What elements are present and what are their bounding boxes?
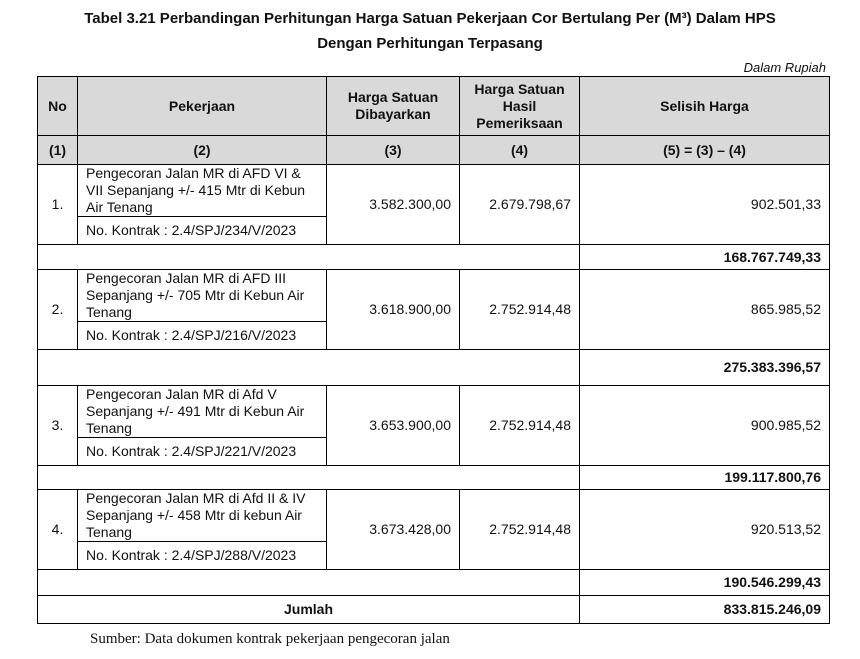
subtotal-spacer: [38, 466, 580, 490]
comparison-table: [37, 76, 830, 624]
source-note: Sumber: Data dokumen kontrak pekerjaan pengecoran jalan: [90, 631, 450, 647]
column-number-row: [38, 136, 830, 165]
contract-number: No. Kontrak : 2.4/SPJ/234/V/2023: [78, 217, 327, 245]
contract-number: No. Kontrak : 2.4/SPJ/216/V/2023: [78, 322, 327, 350]
col-number: (1): [38, 136, 78, 165]
table-title-line1: Tabel 3.21 Perbandingan Perhitungan Harga Satuan Pekerjaan Cor Bertulang Per (M³) Dalam HPS: [84, 10, 776, 27]
header-pekerjaan: Pekerjaan: [78, 77, 327, 136]
table-row: [38, 490, 830, 542]
selisih-harga: 865.985,52: [580, 270, 830, 350]
selisih-harga: 900.985,52: [580, 386, 830, 466]
table-row: [38, 386, 830, 438]
harga-dibayarkan: 3.673.428,00: [327, 490, 460, 570]
row-number: 2.: [38, 270, 78, 350]
row-number: 3.: [38, 386, 78, 466]
selisih-harga: 902.501,33: [580, 165, 830, 245]
row-number: 1.: [38, 165, 78, 245]
harga-dibayarkan: 3.618.900,00: [327, 270, 460, 350]
subtotal-value: 190.546.299,43: [580, 570, 830, 596]
pekerjaan-description: Pengecoran Jalan MR di Afd II & IV Sepanjang +/- 458 Mtr di kebun Air Tenang: [78, 490, 327, 542]
subtotal-value: 199.117.800,76: [580, 466, 830, 490]
subtotal-row: [38, 245, 830, 270]
harga-pemeriksaan: 2.752.914,48: [460, 386, 580, 466]
subtotal-value: 275.383.396,57: [580, 350, 830, 386]
pekerjaan-description: Pengecoran Jalan MR di Afd V Sepanjang +/- 491 Mtr di Kebun Air Tenang: [78, 386, 327, 438]
contract-number: No. Kontrak : 2.4/SPJ/288/V/2023: [78, 542, 327, 570]
unit-label: Dalam Rupiah: [743, 60, 826, 75]
header-row: [38, 77, 830, 136]
col-number: (2): [78, 136, 327, 165]
harga-dibayarkan: 3.653.900,00: [327, 386, 460, 466]
table-title-line2: Dengan Perhitungan Terpasang: [317, 35, 543, 52]
table-row: [38, 165, 830, 217]
subtotal-row: [38, 466, 830, 490]
subtotal-spacer: [38, 570, 580, 596]
subtotal-value: 168.767.749,33: [580, 245, 830, 270]
header-selisih: Selisih Harga: [580, 77, 830, 136]
subtotal-spacer: [38, 245, 580, 270]
harga-pemeriksaan: 2.679.798,67: [460, 165, 580, 245]
harga-pemeriksaan: 2.752.914,48: [460, 490, 580, 570]
table-row: [38, 270, 830, 322]
row-number: 4.: [38, 490, 78, 570]
subtotal-row: [38, 350, 830, 386]
subtotal-spacer: [38, 350, 580, 386]
col-number: (4): [460, 136, 580, 165]
header-no: No: [38, 77, 78, 136]
header-pemeriksaan: Harga Satuan Hasil Pemeriksaan: [460, 77, 580, 136]
total-value: 833.815.246,09: [580, 596, 830, 624]
total-label: Jumlah: [38, 596, 580, 624]
pekerjaan-description: Pengecoran Jalan MR di AFD VI & VII Sepanjang +/- 415 Mtr di Kebun Air Tenang: [78, 165, 327, 217]
pekerjaan-description: Pengecoran Jalan MR di AFD III Sepanjang +/- 705 Mtr di Kebun Air Tenang: [78, 270, 327, 322]
subtotal-row: [38, 570, 830, 596]
header-dibayarkan: Harga Satuan Dibayarkan: [327, 77, 460, 136]
col-number: (3): [327, 136, 460, 165]
total-row: [38, 596, 830, 624]
harga-pemeriksaan: 2.752.914,48: [460, 270, 580, 350]
harga-dibayarkan: 3.582.300,00: [327, 165, 460, 245]
contract-number: No. Kontrak : 2.4/SPJ/221/V/2023: [78, 438, 327, 466]
selisih-harga: 920.513,52: [580, 490, 830, 570]
col-number: (5) = (3) – (4): [580, 136, 830, 165]
